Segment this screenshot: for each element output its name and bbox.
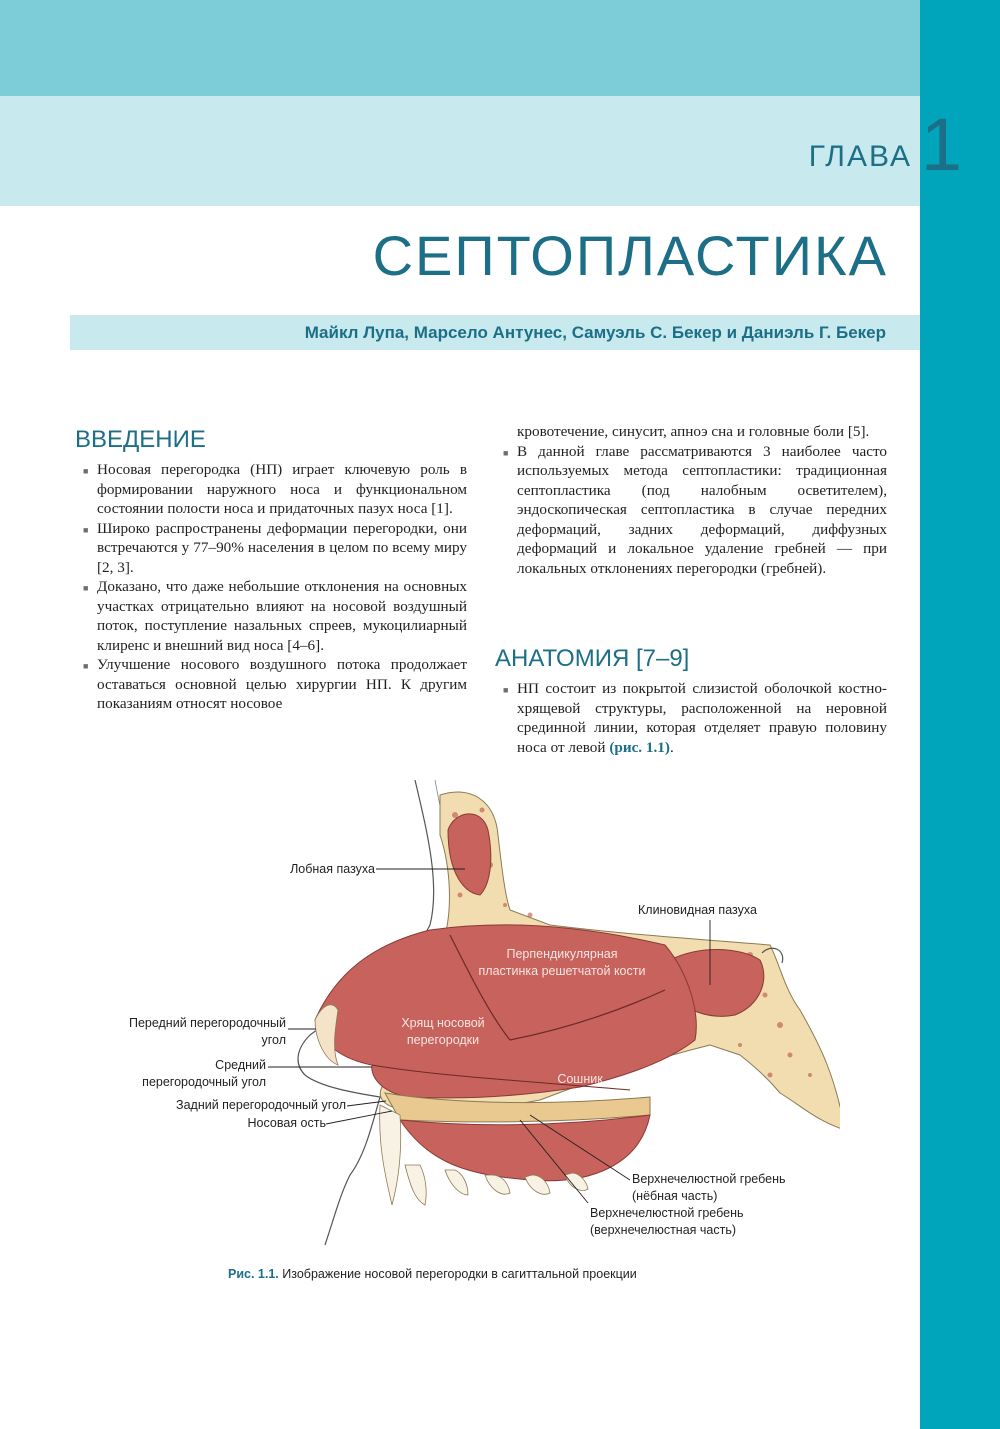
chapter-word: ГЛАВА	[808, 140, 912, 173]
label-sphenoid-sinus: Клиновидная пазуха	[638, 903, 757, 917]
label-maxillary-crest-maxillary: Верхнечелюстной гребень (верхнечелюстная часть)	[590, 1206, 744, 1237]
list-item: ■ Широко распространены деформации перегородки, они встречаются у 77–90% населения в целом по всему миру [2, 3].	[83, 519, 467, 576]
label-posterior-angle: Задний перегородочный угол	[176, 1098, 346, 1112]
list-item: ■ Доказано, что даже небольшие отклонения на основных участках отрицательно влияют на носовой воздушный поток, поступление назальных спреев, мукоцилиарный клиренс и внешний вид носа [4–6].	[83, 578, 467, 654]
label-anterior-angle: Передний перегородочный угол	[128, 1016, 286, 1047]
list-item: ■ НП состоит из покрытой слизистой оболочкой костно-хрящевой структуры, расположенной на неровной срединной линии, которая отделяет правую половину носа от левой (рис. 1.1).	[503, 680, 887, 756]
intro-right-column	[503, 422, 887, 578]
label-middle-angle: Средний перегородочный угол	[142, 1058, 266, 1089]
figure-reference-link[interactable]: (рис. 1.1)	[609, 738, 670, 756]
label-nasal-spine: Носовая ость	[247, 1116, 326, 1130]
page-title: СЕПТОПЛАСТИКА	[372, 224, 888, 287]
figure-caption: Рис. 1.1. Изображение носовой перегородки в сагиттальной проекции	[228, 1267, 637, 1281]
intro-left-column	[83, 460, 467, 714]
list-item: ■ Носовая перегородка (НП) играет ключевую роль в формировании наружного носа и функциональном состоянии полости носа и придаточных пазух носа [1].	[83, 461, 467, 517]
side-color-bar	[920, 0, 1000, 1429]
section-heading-intro: ВВЕДЕНИЕ	[75, 426, 206, 453]
label-frontal-sinus: Лобная пазуха	[290, 862, 375, 876]
section-heading-anatomy: АНАТОМИЯ [7–9]	[495, 645, 690, 672]
anatomy-figure	[110, 775, 840, 1275]
label-vomer: Сошник	[557, 1072, 603, 1086]
label-septal-cartilage: Хрящ носовой перегородки	[401, 1016, 485, 1047]
chapter-band	[0, 96, 920, 206]
anatomy-column	[503, 679, 887, 757]
authors-line: Майкл Лупа, Марсело Антунес, Самуэль С. Бекер и Даниэль Г. Бекер	[304, 323, 886, 342]
list-item: ■ В данной главе рассматриваются 3 наиболее часто используемых метода септопластики: традиционная септопластика (под налобным осветителем), эндоскопическая септопластика в случае передних деформаций, задних деформаций, диффузных деформаций и локальное удаление гребней — при локальных отклонениях перегородки (гребней).	[503, 442, 887, 577]
list-item: ■ Улучшение носового воздушного потока продолжает оставаться основной целью хирургии НП. К другим показаниям относят носовое	[83, 656, 467, 712]
top-color-band	[0, 0, 1000, 96]
chapter-number: 1	[920, 103, 962, 186]
list-item-continuation: кровотечение, синусит, апноэ сна и головные боли [5].	[517, 423, 870, 440]
label-perpendicular-plate: Перпендикулярная пластинка решетчатой кости	[478, 947, 646, 978]
label-maxillary-crest-palatine: Верхнечелюстной гребень (нёбная часть)	[632, 1172, 786, 1203]
